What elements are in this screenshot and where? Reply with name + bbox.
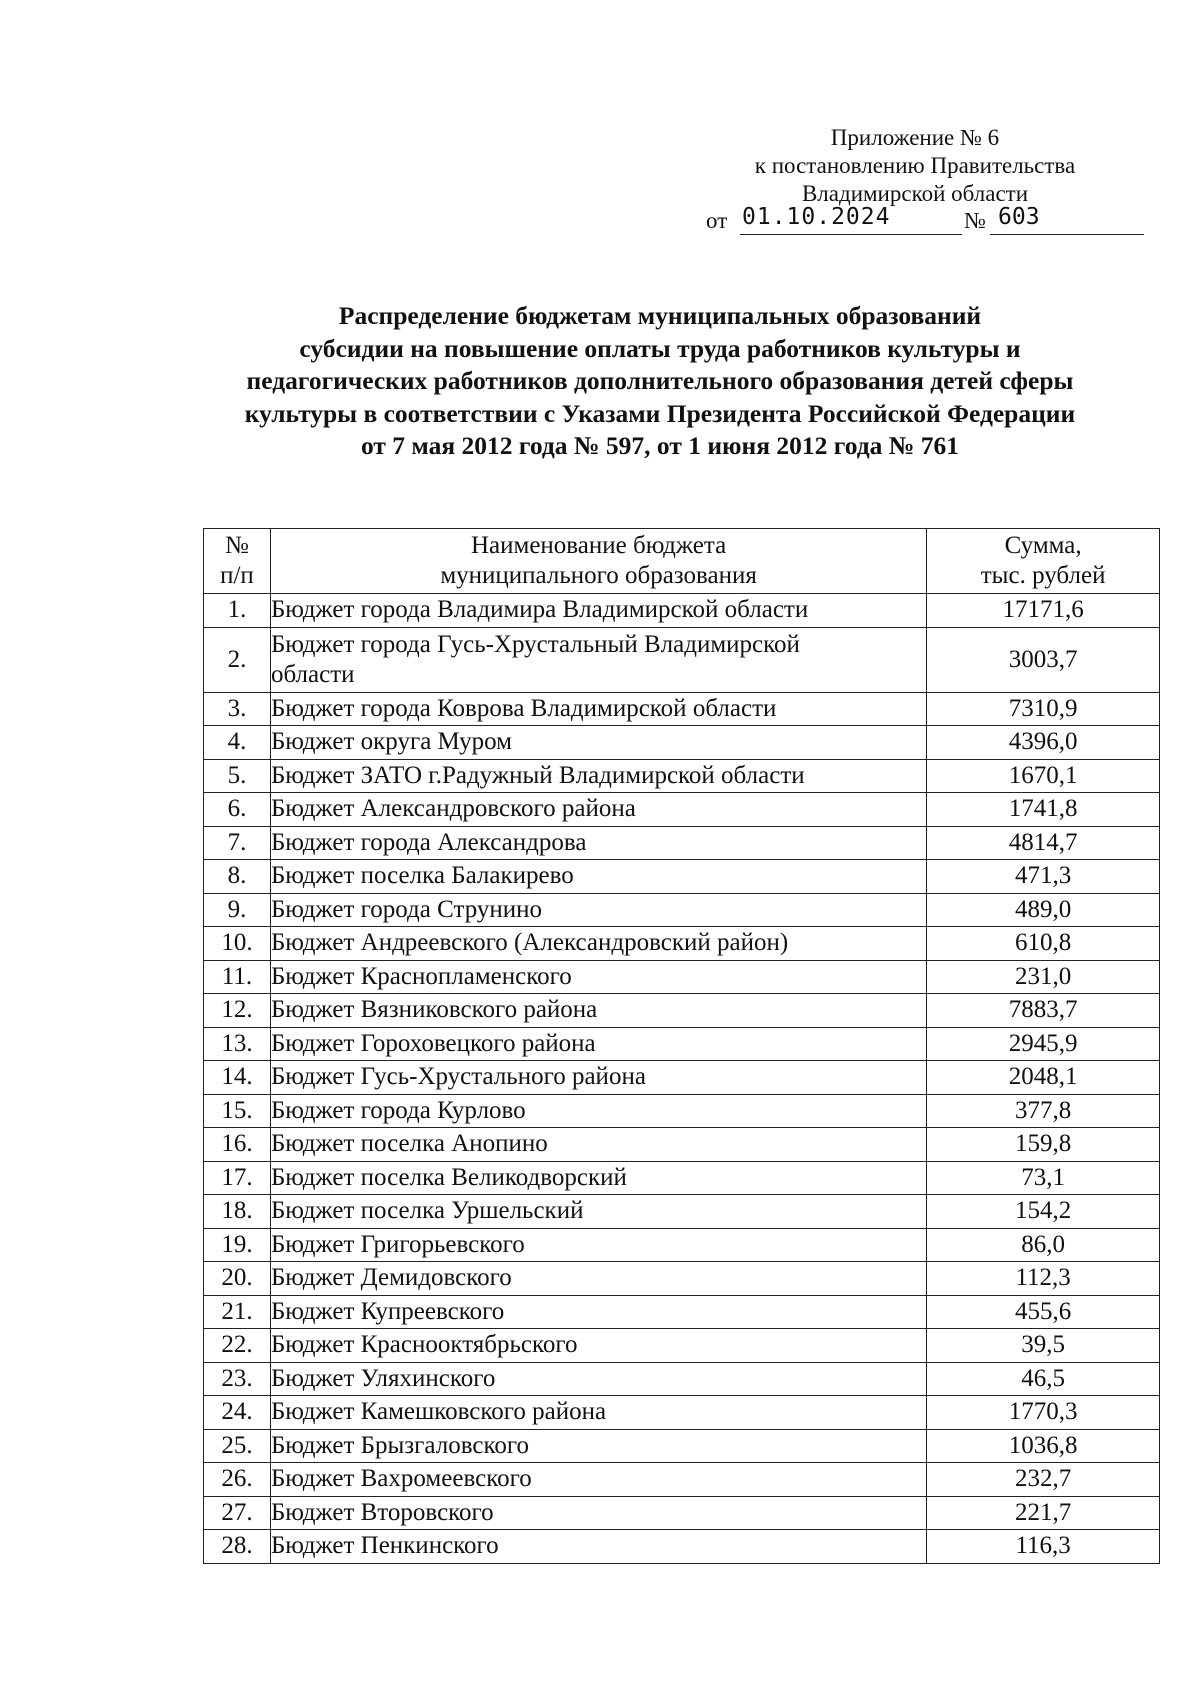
header-name-line-1: Наименование бюджета — [470, 532, 727, 559]
header-number — [204, 529, 271, 594]
row-number: 19. — [204, 1228, 271, 1262]
annex-line-1: Приложение № 6 — [830, 125, 1000, 150]
row-number: 20. — [204, 1262, 271, 1296]
table-row — [204, 1530, 1160, 1564]
row-number: 11. — [204, 960, 271, 994]
annex-header — [700, 124, 1130, 208]
budget-sum: 471,3 — [927, 860, 1160, 894]
budget-sum: 116,3 — [927, 1530, 1160, 1564]
title-line-4: культуры в соответствии с Указами Президента Российской Федерации — [244, 398, 1076, 428]
budget-sum: 2945,9 — [927, 1027, 1160, 1061]
table-header-row — [204, 529, 1160, 594]
table-row — [204, 1463, 1160, 1497]
budget-name: Бюджет Второвского — [270, 1496, 926, 1530]
document-title — [160, 300, 1160, 463]
table-row — [204, 1262, 1160, 1296]
row-number: 21. — [204, 1295, 271, 1329]
budget-sum: 232,7 — [927, 1463, 1160, 1497]
table-row — [204, 1161, 1160, 1195]
row-number: 6. — [204, 793, 271, 827]
header-name-line-2: муниципального образования — [440, 562, 757, 589]
row-number: 16. — [204, 1128, 271, 1162]
budget-table — [203, 528, 1160, 1564]
budget-name: Бюджет города Курлово — [270, 1094, 926, 1128]
table-row — [204, 927, 1160, 961]
row-number: 1. — [204, 594, 271, 628]
budget-name: Бюджет Краснооктябрьского — [270, 1329, 926, 1363]
budget-sum: 159,8 — [927, 1128, 1160, 1162]
budget-name-line-1: Бюджет города Гусь-Хрустальный Владимирской — [270, 630, 800, 658]
table-row — [204, 627, 1160, 692]
row-number: 5. — [204, 759, 271, 793]
budget-sum: 221,7 — [927, 1496, 1160, 1530]
header-sum-line-1: Сумма, — [1004, 532, 1082, 559]
budget-name: Бюджет поселка Анопино — [270, 1128, 926, 1162]
title-line-5: от 7 мая 2012 года № 597, от 1 июня 2012 года № 761 — [360, 431, 959, 460]
budget-name: Бюджет Брызгаловского — [270, 1429, 926, 1463]
table-row — [204, 1061, 1160, 1095]
budget-sum: 7883,7 — [927, 994, 1160, 1028]
header-number-line-1: № — [225, 532, 249, 559]
budget-sum: 17171,6 — [927, 594, 1160, 628]
budget-name: Бюджет Вязниковского района — [270, 994, 926, 1028]
from-label: от — [706, 208, 728, 233]
budget-sum: 1770,3 — [927, 1396, 1160, 1430]
title-line-1: Распределение бюджетам муниципальных образований — [338, 301, 982, 330]
budget-name — [270, 627, 926, 692]
budget-sum: 4814,7 — [927, 826, 1160, 860]
table-row — [204, 826, 1160, 860]
table-row — [204, 1362, 1160, 1396]
budget-name: Бюджет Купреевского — [270, 1295, 926, 1329]
table-row — [204, 793, 1160, 827]
budget-sum: 112,3 — [927, 1262, 1160, 1296]
table-row — [204, 1295, 1160, 1329]
budget-name-line-2: области — [270, 660, 355, 688]
budget-name: Бюджет Краснопламенского — [270, 960, 926, 994]
row-number: 10. — [204, 927, 271, 961]
row-number: 14. — [204, 1061, 271, 1095]
budget-name: Бюджет Уляхинского — [270, 1362, 926, 1396]
table-row — [204, 1195, 1160, 1229]
header-sum — [927, 529, 1160, 594]
table-row — [204, 994, 1160, 1028]
annex-line-2: к постановлению Правительства — [754, 153, 1076, 178]
table-row — [204, 1496, 1160, 1530]
table-row — [204, 960, 1160, 994]
row-number: 12. — [204, 994, 271, 1028]
table-row — [204, 692, 1160, 726]
table-row — [204, 1027, 1160, 1061]
row-number: 27. — [204, 1496, 271, 1530]
budget-sum: 4396,0 — [927, 726, 1160, 760]
row-number: 4. — [204, 726, 271, 760]
budget-name: Бюджет поселка Уршельский — [270, 1195, 926, 1229]
header-number-line-2: п/п — [220, 562, 254, 589]
budget-name: Бюджет ЗАТО г.Радужный Владимирской области — [270, 759, 926, 793]
table-row — [204, 1329, 1160, 1363]
table-body — [204, 594, 1160, 1564]
budget-name: Бюджет Александровского района — [270, 793, 926, 827]
row-number: 25. — [204, 1429, 271, 1463]
table-row — [204, 893, 1160, 927]
table-row — [204, 1094, 1160, 1128]
budget-name: Бюджет города Владимира Владимирской области — [270, 594, 926, 628]
budget-sum: 3003,7 — [927, 627, 1160, 692]
budget-sum: 455,6 — [927, 1295, 1160, 1329]
title-line-2: субсидии на повышение оплаты труда работников культуры и — [299, 333, 1021, 363]
date-field — [740, 204, 962, 235]
budget-name: Бюджет Гусь-Хрустального района — [270, 1061, 926, 1095]
row-number: 28. — [204, 1530, 271, 1564]
budget-sum: 1741,8 — [927, 793, 1160, 827]
document-date: 01.10.2024 — [742, 204, 891, 230]
row-number: 18. — [204, 1195, 271, 1229]
header-name — [270, 529, 926, 594]
row-number: 9. — [204, 893, 271, 927]
annex-line-3: Владимирской области — [801, 181, 1029, 206]
budget-sum: 7310,9 — [927, 692, 1160, 726]
budget-sum: 377,8 — [927, 1094, 1160, 1128]
row-number: 15. — [204, 1094, 271, 1128]
budget-sum: 86,0 — [927, 1228, 1160, 1262]
budget-name: Бюджет Демидовского — [270, 1262, 926, 1296]
row-number: 7. — [204, 826, 271, 860]
budget-sum: 39,5 — [927, 1329, 1160, 1363]
budget-name: Бюджет поселка Великодворский — [270, 1161, 926, 1195]
row-number: 2. — [204, 627, 271, 692]
row-number: 17. — [204, 1161, 271, 1195]
budget-name: Бюджет города Александрова — [270, 826, 926, 860]
row-number: 22. — [204, 1329, 271, 1363]
budget-name: Бюджет Пенкинского — [270, 1530, 926, 1564]
annex-date-line — [706, 204, 1146, 238]
row-number: 23. — [204, 1362, 271, 1396]
budget-name: Бюджет города Коврова Владимирской области — [270, 692, 926, 726]
budget-sum: 610,8 — [927, 927, 1160, 961]
budget-sum: 46,5 — [927, 1362, 1160, 1396]
header-sum-line-2: тыс. рублей — [980, 562, 1106, 589]
table-row — [204, 1228, 1160, 1262]
budget-sum: 154,2 — [927, 1195, 1160, 1229]
budget-name: Бюджет Андреевского (Александровский район) — [270, 927, 926, 961]
row-number: 24. — [204, 1396, 271, 1430]
budget-sum: 73,1 — [927, 1161, 1160, 1195]
budget-sum: 231,0 — [927, 960, 1160, 994]
budget-name: Бюджет Гороховецкого района — [270, 1027, 926, 1061]
budget-name: Бюджет города Струнино — [270, 893, 926, 927]
table-row — [204, 759, 1160, 793]
budget-name: Бюджет округа Муром — [270, 726, 926, 760]
table-row — [204, 1429, 1160, 1463]
number-label: № — [964, 208, 986, 233]
budget-name: Бюджет Камешковского района — [270, 1396, 926, 1430]
document-number: 603 — [998, 204, 1040, 230]
table-row — [204, 726, 1160, 760]
budget-name: Бюджет Вахромеевского — [270, 1463, 926, 1497]
budget-sum: 2048,1 — [927, 1061, 1160, 1095]
budget-sum: 489,0 — [927, 893, 1160, 927]
budget-sum: 1036,8 — [927, 1429, 1160, 1463]
title-line-3: педагогических работников дополнительного образования детей сферы — [246, 366, 1074, 395]
table-row — [204, 1396, 1160, 1430]
row-number: 3. — [204, 692, 271, 726]
budget-sum: 1670,1 — [927, 759, 1160, 793]
budget-name: Бюджет поселка Балакирево — [270, 860, 926, 894]
table-row — [204, 594, 1160, 628]
row-number: 26. — [204, 1463, 271, 1497]
row-number: 13. — [204, 1027, 271, 1061]
number-field — [990, 204, 1144, 235]
row-number: 8. — [204, 860, 271, 894]
table-row — [204, 860, 1160, 894]
table-row — [204, 1128, 1160, 1162]
budget-name: Бюджет Григорьевского — [270, 1228, 926, 1262]
